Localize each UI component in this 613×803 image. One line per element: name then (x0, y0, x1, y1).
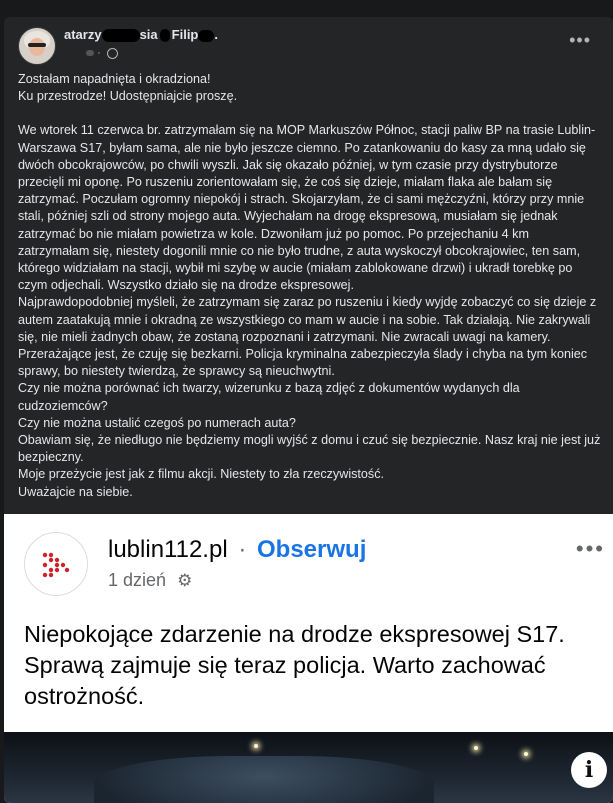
author-avatar[interactable] (18, 27, 56, 65)
page-logo[interactable] (24, 532, 88, 596)
post-more-button[interactable]: ••• (569, 30, 591, 50)
post-text (18, 71, 603, 501)
page-name-row (108, 536, 366, 564)
info-icon[interactable]: i (571, 752, 607, 788)
follow-button[interactable]: Obserwuj (257, 536, 367, 563)
globe-icon (107, 48, 118, 59)
page-name[interactable]: lublin112.pl (108, 536, 228, 563)
shared-post-text: Niepokojące zdarzenie na drodze ekspresowej S17. Sprawą zajmuje się teraz policja. Warto zachować ostrożność. (24, 621, 565, 709)
lublin112-logo-icon (25, 533, 87, 595)
shared-post-photo[interactable] (4, 732, 613, 803)
page-name-separator: · (238, 536, 247, 563)
post-header (4, 17, 613, 73)
post-intro: Zostałam napadnięta i okradziona! Ku przestrodze! Udostępniajcie proszę. (18, 72, 238, 104)
post-meta (86, 47, 118, 59)
shared-post[interactable] (4, 514, 613, 803)
post-time-separator: · (97, 47, 101, 59)
shared-post-meta (108, 570, 192, 591)
shared-post-more-button[interactable]: ••• (575, 536, 605, 561)
gear-icon: ⚙ (177, 571, 193, 590)
author-name[interactable]: atarzy sia Filip . (64, 27, 218, 42)
post-body: We wtorek 11 czerwca br. zatrzymałam się na MOP Markuszów Północ, stacji paliw BP na trasie Lublin-Warszawa S17, byłam sama, ale nie było jeszcze ciemno. Po zatankowaniu do kasy za mną udało się dwóch obcokrajowców, po chwili wyszli. Jak się okazało później, w tym czasie przy dystrybutorze przecięli mi oponę. Po ruszeniu zorientowałam się, że coś się dzieje, miałam flaka ale bałam się zatrzymać. Poczułam ogromny niepokój i strach. Skojarzyłam, że ci sami mężczyźni, którzy przy mnie stali, później szli od strony mojego auta. Wyjechałam na drogę ekspresową, musiałam się jednak zatrzymać bo nie miałam powietrza w kole. Dzwoniłam już po pomoc. Po przejechaniu 4 km zatrzymałam się, niestety dogonili mnie co nie było trudne, z auta wyskoczył obcokrajowiec, ten sam, którego widziałam na stacji, wybił mi szybę w aucie (miałam zablokowane drzwi) i ukradł torebkę po czym odjechali. Wszystko działo się na drodze ekspresowej. Najprawdopodobniej myśleli, że zatrzymam się zaraz po ruszeniu i kiedy wyjdę zobaczyć co się dzieje z autem zaatakują mnie i okradną ze wszystkiego co mam w aucie i na sobie. Tak działają. Nie zakrywali się, nie mieli żadnych obaw, że zostaną rozpoznani i zatrzymani. Nie zwracali uwagi na kamery. Przerażające jest, że czuję się bezkarni. Policja kryminalna zabezpieczyła ślady i chyba na tym koniec sprawy, bo niestety twierdzą, że sprawcy są nieuchwytni. Czy nie można porównać ich twarzy, wizerunku z bazą zdjęć z dokumentów wydanych dla cudzoziemców? Czy nie można ustalić czegoś po numerach auta? Obawiam się, że niedługo nie będziemy mogli wyjść z domu i czuć się bezpiecznie. Nasz kraj nie jest już bezpieczny. Moje przeżycie jest jak z filmu akcji. Niestety to zła rzeczywistość. Uważajcie na siebie. (18, 123, 601, 499)
shared-post-time[interactable]: 1 dzień (108, 570, 167, 590)
facebook-post (4, 17, 613, 803)
car-image (94, 756, 434, 803)
